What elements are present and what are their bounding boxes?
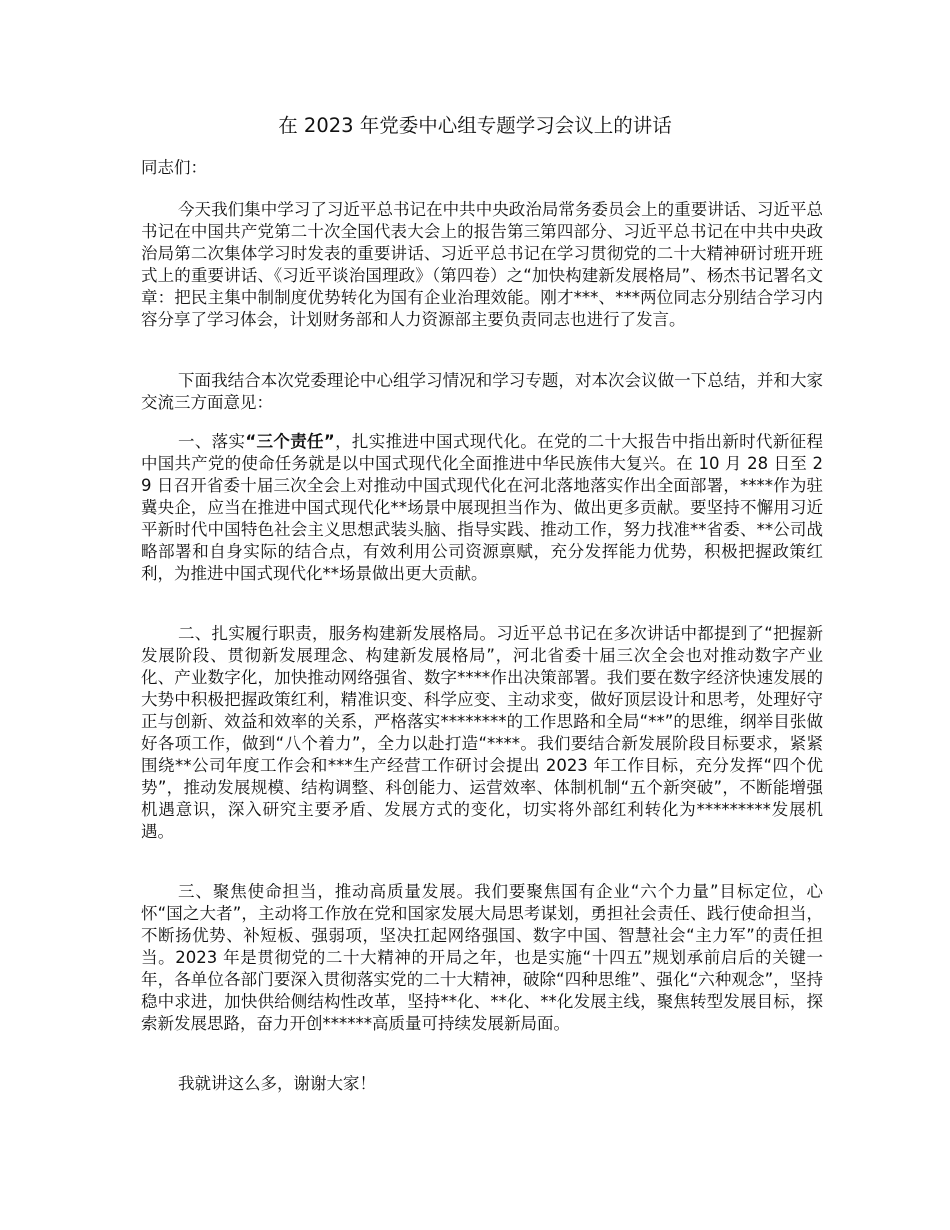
paragraph-point-one (141, 431, 823, 585)
document-title: 在 2023 年党委中心组专题学习会议上的讲话 (278, 114, 672, 137)
point-one-prefix: 一、落实 (178, 432, 246, 451)
paragraph-summary-lead: 下面我结合本次党委理论中心组学习情况和学习专题，对本次会议做一下总结，并和大家交流三方面意见： (141, 371, 823, 412)
paragraph-point-two: 二、扎实履行职责，服务构建新发展格局。习近平总书记在多次讲话中都提到了“把握新发展阶段、贯彻新发展理念、构建新发展格局”，河北省委十届三次全会也对推动数字产业化、产业数字化，加快推动网络强省、数字****作出决策部署。我们要在数字经济快速发展的大势中积极把握政策红利，精准识变、科学应变、主动求变，做好顶层设计和思考，处理好守正与创新、效益和效率的关系，严格落实********的工作思路和全局“**”的思维，纲举目张做好各项工作，做到“八个着力”，全力以赴打造“****。我们要结合新发展阶段目标要求，紧紧围绕**公司年度工作会和***生产经营工作研讨会提出 2023 年工作目标，充分发挥“四个优势”，推动发展规模、结构调整、科创能力、运营效率、体制机制“五个新突破”，不断能增强机遇意识，深入研究主要矛盾、发展方式的变化，切实将外部红利转化为*********发展机遇。 (141, 624, 823, 841)
point-one-body: ，扎实推进中国式现代化。在党的二十大报告中指出新时代新征程中国共产党的使命任务就是以中国式现代化全面推进中华民族伟大复兴。在 10 月 28 日至 29 日召开省委十届三次全会上对推动中国式现代化在河北落地落实作出全面部署，****作为驻冀央企，应当在推进中国式现代化**场景中展现担当作为、做出更多贡献。要坚持不懈用习近平新时代中国特色社会主义思想武装头脑、指导实践、推动工作，努力找准**省委、**公司战略部署和自身实际的结合点，有效利用公司资源禀赋，充分发挥能力优势，积极把握政策红利，为推进中国式现代化**场景做出更大贡献。 (141, 432, 824, 583)
point-one-bold-quote: “三个责任” (245, 432, 335, 451)
salutation: 同志们： (141, 158, 207, 177)
paragraph-intro: 今天我们集中学习了习近平总书记在中共中央政治局常务委员会上的重要讲话、习近平总书记在中国共产党第二十次全国代表大会上的报告第三第四部分、习近平总书记在中共中央政治局第二次集体学习时发表的重要讲话、习近平总书记在学习贯彻党的二十大精神研讨班开班式上的重要讲话、《习近平谈治国理政》（第四卷）之“加快构建新发展格局”、杨杰书记署名文章：把民主集中制制度优势转化为国有企业治理效能。刚才***、***两位同志分别结合学习内容分享了学习体会，计划财务部和人力资源部主要负责同志也进行了发言。 (141, 200, 823, 329)
paragraph-point-three: 三、聚焦使命担当，推动高质量发展。我们要聚焦国有企业“六个力量”目标定位，心怀“国之大者”，主动将工作放在党和国家发展大局思考谋划，勇担社会责任、践行使命担当，不断扬优势、补短板、强弱项，坚决扛起网络强国、数字中国、智慧社会“主力军”的责任担当。2023 年是贯彻党的二十大精神的开局之年，也是实施“十四五”规划承前启后的关键一年，各单位各部门要深入贯彻落实党的二十大精神，破除“四种思维”、强化“六种观念”，坚持稳中求进，加快供给侧结构性改革，坚持**化、**化、**化发展主线，聚焦转型发展目标，探索新发展思路，奋力开创******高质量可持续发展新局面。 (141, 882, 823, 1033)
paragraph-closing: 我就讲这么多，谢谢大家！ (178, 1074, 376, 1093)
